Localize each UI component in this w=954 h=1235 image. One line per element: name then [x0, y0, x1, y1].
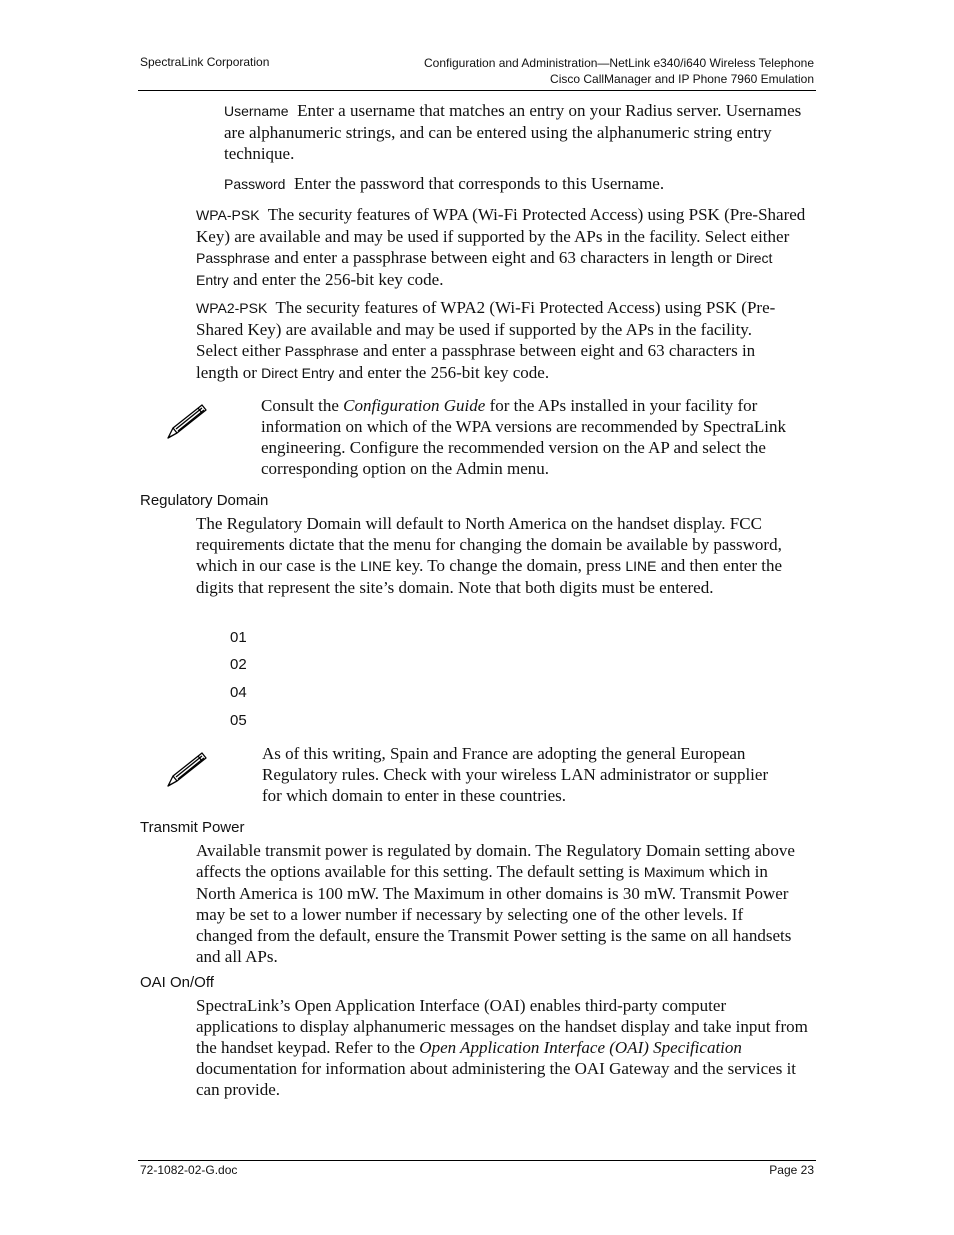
- header-title-line1: Configuration and Administration—NetLink e340/i640 Wireless Telephone: [423, 56, 814, 70]
- password-term: Password: [224, 176, 286, 192]
- oai-heading: OAI On/Off: [140, 974, 214, 991]
- oai-spec-title: Open Application Interface (OAI) Specification: [419, 1038, 742, 1057]
- wpa2-psk-paragraph: [196, 297, 796, 384]
- wpa-psk-text-a: The security features of WPA (Wi-Fi Protected Access) using PSK (Pre-Shared Key) are available and may be used if supported by the APs in the facility. Select either: [196, 205, 806, 246]
- domain-code: 01: [230, 629, 247, 646]
- transmit-power-heading: Transmit Power: [140, 819, 245, 836]
- username-paragraph: [224, 100, 814, 164]
- header-rule: [138, 90, 816, 91]
- wpa-psk-paragraph: [196, 204, 806, 291]
- password-text: Enter the password that corresponds to this Username.: [293, 174, 665, 193]
- regulatory-line-key-1: LINE: [360, 558, 392, 574]
- header-title-line2: Cisco CallManager and IP Phone 7960 Emulation: [550, 72, 814, 86]
- domain-code: 02: [230, 656, 247, 673]
- wpa-psk-term: WPA-PSK: [196, 207, 260, 223]
- footer-page-number: Page 23: [769, 1163, 814, 1177]
- username-text: Enter a username that matches an entry on your Radius server. Usernames are alphanumeric strings, and can be entered using the alphanumeric string entry technique.: [224, 101, 802, 163]
- pencil-note-icon: [162, 402, 208, 442]
- header-title: [424, 55, 814, 87]
- regulatory-text-a: The Regulatory Domain will default to North America on the handset display. FCC requirements dictate that the menu for changing the domain be available by password, which in our case is the: [196, 514, 782, 575]
- username-term: Username: [224, 103, 289, 119]
- regulatory-text-c: and then enter the digits that represent the site’s domain. Note that both digits must be entered.: [196, 556, 783, 597]
- footer-doc-id: 72-1082-02-G.doc: [140, 1163, 238, 1177]
- note1-italic: Configuration Guide: [343, 396, 486, 415]
- wpa2-psk-text-c: and enter the 256-bit key code.: [338, 363, 550, 382]
- wpa-psk-direct-entry: Direct Entry: [196, 250, 773, 288]
- note-spain-france: As of this writing, Spain and France are adopting the general European Regulatory rules. Check with your wireless LAN administrator or supplier for which domain to enter in these countries.: [262, 744, 769, 805]
- regulatory-text-b: key. To change the domain, press: [395, 556, 622, 575]
- note-configuration-guide: [261, 395, 806, 479]
- wpa2-psk-direct-entry: Direct Entry: [261, 365, 335, 381]
- oai-paragraph: [196, 995, 808, 1100]
- note1-text-b: for the APs installed in your facility for information on which of the WPA versions are recommended by SpectraLink engineering. Configure the recommended version on the AP and select the corresponding option on the Admin menu.: [261, 396, 786, 478]
- header-company: SpectraLink Corporation: [140, 55, 270, 69]
- transmit-text-b: which in North America is 100 mW. The Maximum in other domains is 30 mW. Transmit Power may be set to a lower number if necessary by selecting one of the other levels. If changed from the default, ensure the Transmit Power setting is the same on all handsets and all APs.: [196, 862, 792, 966]
- domain-code: 05: [230, 712, 247, 729]
- pencil-note-icon: [162, 750, 208, 790]
- oai-text-a: SpectraLink’s Open Application Interface (OAI) enables third-party computer applications to display alphanumeric messages on the handset display and take input from the handset keypad. Refer to the: [196, 996, 808, 1057]
- wpa-psk-text-c: and enter the 256-bit key code.: [232, 270, 444, 289]
- transmit-text-a: Available transmit power is regulated by domain. The Regulatory Domain setting above affects the options available for this setting. The default setting is: [196, 841, 795, 881]
- wpa-psk-passphrase: Passphrase: [196, 250, 270, 266]
- wpa2-psk-term: WPA2-PSK: [196, 300, 268, 316]
- wpa2-psk-text-a: The security features of WPA2 (Wi-Fi Protected Access) using PSK (Pre-Shared Key) are available and may be used if supported by the APs in the facility. Select either: [196, 298, 776, 360]
- regulatory-domain-paragraph: [196, 513, 808, 598]
- regulatory-line-key-2: LINE: [625, 558, 657, 574]
- wpa2-psk-text-b: and enter a passphrase between eight and 63 characters in length or: [196, 341, 756, 382]
- note1-text-a: Consult the: [261, 396, 339, 415]
- oai-text-b: documentation for information about administering the OAI Gateway and the services it can provide.: [196, 1059, 797, 1099]
- wpa-psk-text-b: and enter a passphrase between eight and 63 characters in length or: [274, 248, 732, 267]
- password-paragraph: [224, 173, 814, 195]
- regulatory-domain-heading: Regulatory Domain: [140, 492, 269, 509]
- wpa2-psk-passphrase: Passphrase: [284, 343, 359, 359]
- transmit-maximum: Maximum: [643, 864, 705, 880]
- transmit-power-paragraph: [196, 840, 801, 967]
- domain-code: 04: [230, 684, 247, 701]
- footer-rule: [138, 1160, 816, 1161]
